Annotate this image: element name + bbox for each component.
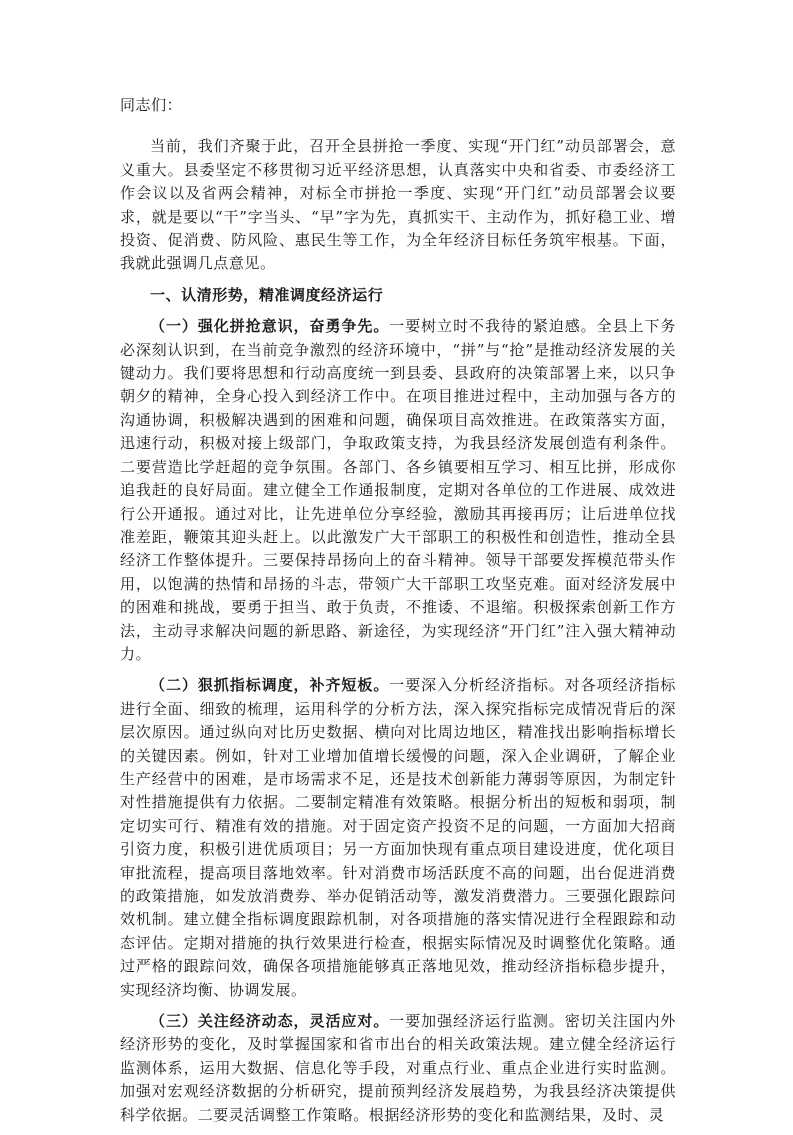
- item-1-lead: （一）强化拼抢意识，奋勇争先。: [150, 317, 390, 336]
- greeting: 同志们：: [120, 96, 183, 114]
- intro-paragraph: 当前，我们齐聚于此，召开全县拼抢一季度、实现“开门红”动员部署会，意义重大。县委坚定不移贯彻习近平经济思想，认真落实中央和省委、市委经济工作会议以及省两会精神，对标全市拼抢一季度、实现“开门红”动员部署会议要求，就是要以“干”字当头、“早”字为先，真抓实干、主动作为，抓好稳工业、增投资、促消费、防风险、惠民生等工作，为全年经济目标任务筑牢根基。下面，我就此强调几点意见。: [120, 137, 676, 273]
- item-1-body: 一要树立时不我待的紧迫感。全县上下务必深刻认识到，在当前竞争激烈的经济环境中，“拼”与“抢”是推动经济发展的关键动力。我们要将思想和行动高度统一到县委、县政府的决策部署上来，以只争朝夕的精神，全身心投入到经济工作中。在项目推进过程中，主动加强与各方的沟通协调，积极解决遇到的困难和问题，确保项目高效推进。在政策落实方面，迅速行动，积极对接上级部门，争取政策支持，为我县经济发展创造有利条件。二要营造比学赶超的竞争氛围。各部门、各乡镇要相互学习、相互比拼，形成你追我赶的良好局面。建立健全工作通报制度，定期对各单位的工作进展、成效进行公开通报。通过对比，让先进单位分享经验，激励其再接再厉；让后进单位找准差距，鞭策其迎头赶上。以此激发广大干部职工的积极性和创造性，推动全县经济工作整体提升。三要保持昂扬向上的奋斗精神。领导干部要发挥模范带头作用，以饱满的热情和昂扬的斗志，带领广大干部职工攻坚克难。面对经济发展中的困难和挑战，要勇于担当、敢于负责，不推诿、不退缩。积极探索创新工作方法，主动寻求解决问题的新思路、新途径，为实现经济“开门红”注入强大精神动力。: [120, 317, 676, 663]
- paragraph-item-3: [120, 1010, 676, 1127]
- paragraph-item-1: [120, 315, 676, 666]
- document-body: [120, 94, 676, 1135]
- paragraph-item-2: [120, 674, 676, 1002]
- section-heading: 一、认清形势，精准调度经济运行: [150, 285, 384, 304]
- item-3-lead: （三）关注经济动态，灵活应对。: [150, 1012, 390, 1031]
- item-2-body: 一要深入分析经济指标。对各项经济指标进行全面、细致的梳理，运用科学的分析方法，深入探究指标完成情况背后的深层次原因。通过纵向对比历史数据、横向对比周边地区，精准找出影响指标增长的关键因素。例如，针对工业增加值增长缓慢的问题，深入企业调研，了解企业生产经营中的困难，是市场需求不足，还是技术创新能力薄弱等原因，为制定针对性措施提供有力依据。二要制定精准有效策略。根据分析出的短板和弱项，制定切实可行、精准有效的措施。对于固定资产投资不足的问题，一方面加大招商引资力度，积极引进优质项目；另一方面加快现有重点项目建设进度，优化项目审批流程，提高项目落地效率。针对消费市场活跃度不高的问题，出台促进消费的政策措施，如发放消费券、举办促销活动等，激发消费潜力。三要强化跟踪问效机制。建立健全指标调度跟踪机制，对各项措施的落实情况进行全程跟踪和动态评估。定期对措施的执行效果进行检查，根据实际情况及时调整优化策略。通过严格的跟踪问效，确保各项措施能够真正落地见效，推动经济指标稳步提升，实现经济均衡、协调发展。: [120, 676, 676, 999]
- item-3-body: 一要加强经济运行监测。密切关注国内外经济形势的变化，及时掌握国家和省市出台的相关政策法规。建立健全经济运行监测体系，运用大数据、信息化等手段，对重点行业、重点企业进行实时监测。加强对宏观经济数据的分析研究，提前预判经济发展趋势，为我县经济决策提供科学依据。二要灵活调整工作策略。根据经济形势的变化和监测结果，及时、灵: [120, 1012, 676, 1124]
- item-2-lead: （二）狠抓指标调度，补齐短板。: [150, 676, 390, 695]
